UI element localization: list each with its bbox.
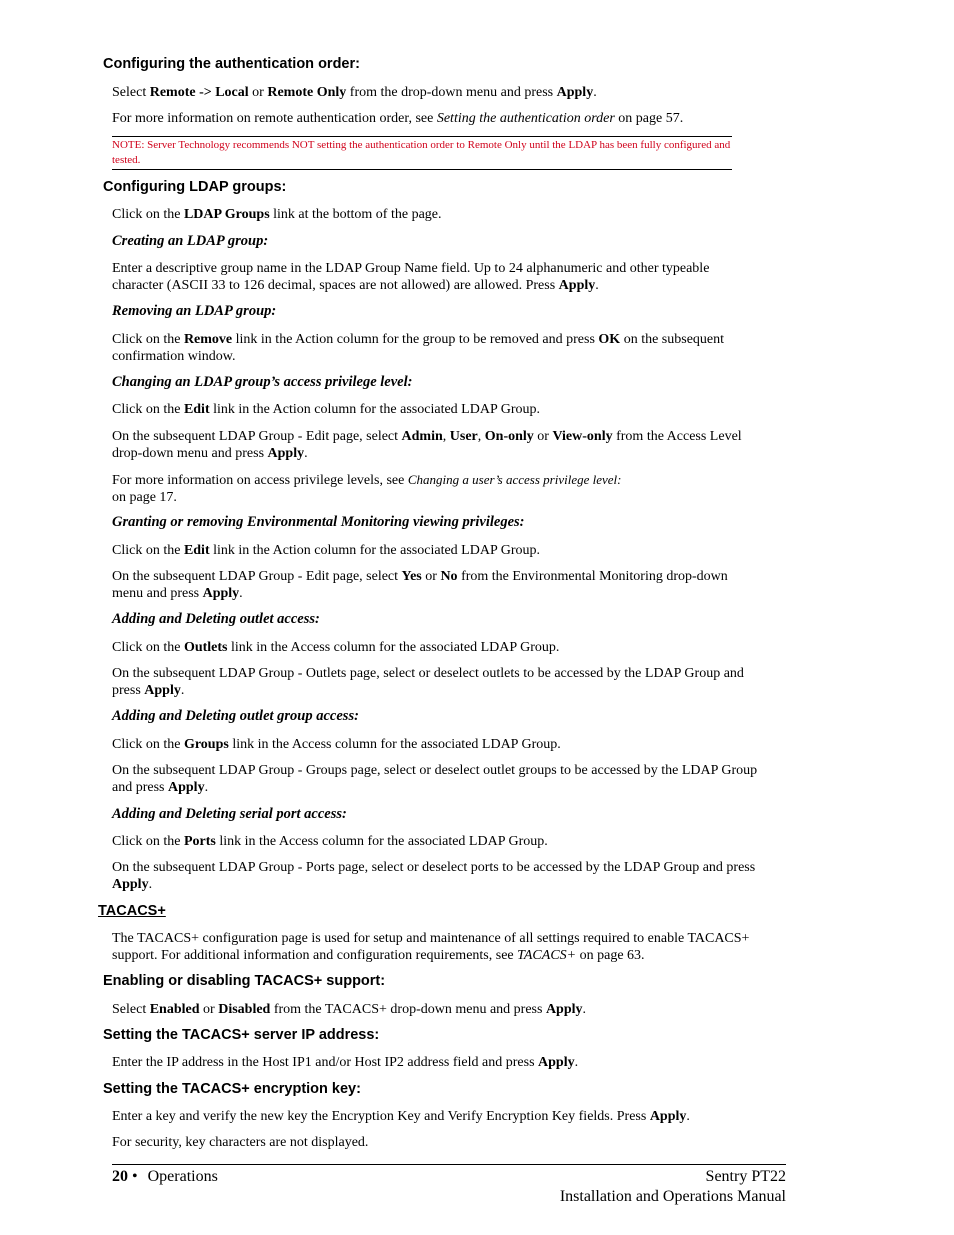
para-creating-ldap-group: Enter a descriptive group name in the LDAP Group Name field. Up to 24 alphanumeric and other typeable character (ASCII 33 to 126 decimal, spaces are not allowed) are allowed. Press Apply. bbox=[112, 261, 710, 293]
note-ldap-warning: NOTE: Server Technology recommends NOT setting the authentication order to Remote Only until the LDAP has been fully configured and tested. bbox=[112, 139, 731, 166]
para-tacacs-server-ip: Enter the IP address in the Host IP1 and/or Host IP2 address field and press Apply. bbox=[112, 1055, 579, 1070]
para-ldap-groups-link: Click on the LDAP Groups link at the bottom of the page. bbox=[112, 207, 442, 222]
para-outlet-link: Click on the Outlets link in the Access column for the associated LDAP Group. bbox=[112, 640, 560, 655]
heading-env-monitoring: Granting or removing Environmental Monitoring viewing privileges: bbox=[112, 514, 525, 530]
heading-serial-port-access: Adding and Deleting serial port access: bbox=[112, 806, 347, 822]
para-tacacs-intro: The TACACS+ configuration page is used for setup and maintenance of all settings required to enable TACACS+ support. For additional information and configuration requirements, see TACACS+ on page 63. bbox=[112, 931, 750, 963]
heading-tacacs-key: Setting the TACACS+ encryption key: bbox=[103, 1081, 361, 1097]
para-outlet-select: On the subsequent LDAP Group - Outlets page, select or deselect outlets to be accessed by the LDAP Group and press Apply. bbox=[112, 666, 744, 698]
para-serial-select: On the subsequent LDAP Group - Ports page, select or deselect ports to be accessed by the LDAP Group and press Apply. bbox=[112, 860, 756, 892]
page-number: 20 bbox=[112, 1168, 128, 1185]
para-changing-select: On the subsequent LDAP Group - Edit page, select Admin, User, On-only or View-only from the Access Level drop-down menu and press Apply. bbox=[112, 429, 742, 461]
bullet-separator: • bbox=[132, 1168, 138, 1185]
footer-section: Operations bbox=[147, 1168, 218, 1185]
para-tacacs-enable: Select Enabled or Disabled from the TACACS+ drop-down menu and press Apply. bbox=[112, 1002, 587, 1017]
heading-changing-privilege: Changing an LDAP group’s access privilege level: bbox=[112, 374, 413, 390]
para-auth-order-more: For more information on remote authentication order, see Setting the authentication order on page 57. bbox=[112, 111, 684, 126]
para-changing-more: For more information on access privilege levels, see Changing a user’s access privilege level: on page 17. bbox=[112, 472, 622, 505]
footer-product: Sentry PT22 bbox=[705, 1168, 786, 1185]
para-env-select: On the subsequent LDAP Group - Edit page, select Yes or No from the Environmental Monitoring drop-down menu and press Apply. bbox=[112, 569, 728, 601]
para-outlet-group-link: Click on the Groups link in the Access column for the associated LDAP Group. bbox=[112, 737, 561, 752]
para-removing-ldap-group: Click on the Remove link in the Action column for the group to be removed and press OK on the subsequent confirmation window. bbox=[112, 332, 725, 364]
heading-outlet-group-access: Adding and Deleting outlet group access: bbox=[112, 708, 359, 724]
footer-rule bbox=[112, 1164, 786, 1165]
link-setting-auth-order: Setting the authentication order bbox=[436, 111, 615, 126]
heading-ldap-groups: Configuring LDAP groups: bbox=[103, 179, 287, 195]
para-env-edit: Click on the Edit link in the Action column for the associated LDAP Group. bbox=[112, 543, 540, 558]
link-changing-user-privilege: Changing a user’s access privilege level: bbox=[407, 472, 622, 487]
heading-tacacs-enable: Enabling or disabling TACACS+ support: bbox=[103, 973, 386, 989]
para-outlet-group-select: On the subsequent LDAP Group - Groups page, select or deselect outlet groups to be accessed by the LDAP Group and press Apply. bbox=[112, 763, 758, 795]
heading-creating-ldap-group: Creating an LDAP group: bbox=[112, 233, 269, 249]
footer-manual-title: Installation and Operations Manual bbox=[559, 1188, 786, 1205]
para-tacacs-key-security: For security, key characters are not displayed. bbox=[112, 1135, 369, 1150]
para-auth-order-select: Select Remote -> Local or Remote Only from the drop-down menu and press Apply. bbox=[112, 85, 597, 100]
para-changing-edit: Click on the Edit link in the Action column for the associated LDAP Group. bbox=[112, 402, 540, 417]
para-tacacs-key: Enter a key and verify the new key the Encryption Key and Verify Encryption Key fields. Press Apply. bbox=[112, 1109, 690, 1124]
heading-tacacs-server-ip: Setting the TACACS+ server IP address: bbox=[103, 1027, 380, 1043]
note-bottom-rule bbox=[112, 169, 732, 170]
footer-left bbox=[112, 1167, 218, 1187]
para-serial-link: Click on the Ports link in the Access column for the associated LDAP Group. bbox=[112, 834, 548, 849]
heading-auth-order: Configuring the authentication order: bbox=[103, 56, 360, 72]
heading-removing-ldap-group: Removing an LDAP group: bbox=[112, 303, 277, 319]
link-tacacs: TACACS+ bbox=[517, 948, 577, 963]
heading-outlet-access: Adding and Deleting outlet access: bbox=[112, 611, 320, 627]
heading-tacacs: TACACS+ bbox=[98, 903, 166, 919]
footer-right bbox=[560, 1167, 786, 1207]
note-top-rule bbox=[112, 136, 732, 137]
